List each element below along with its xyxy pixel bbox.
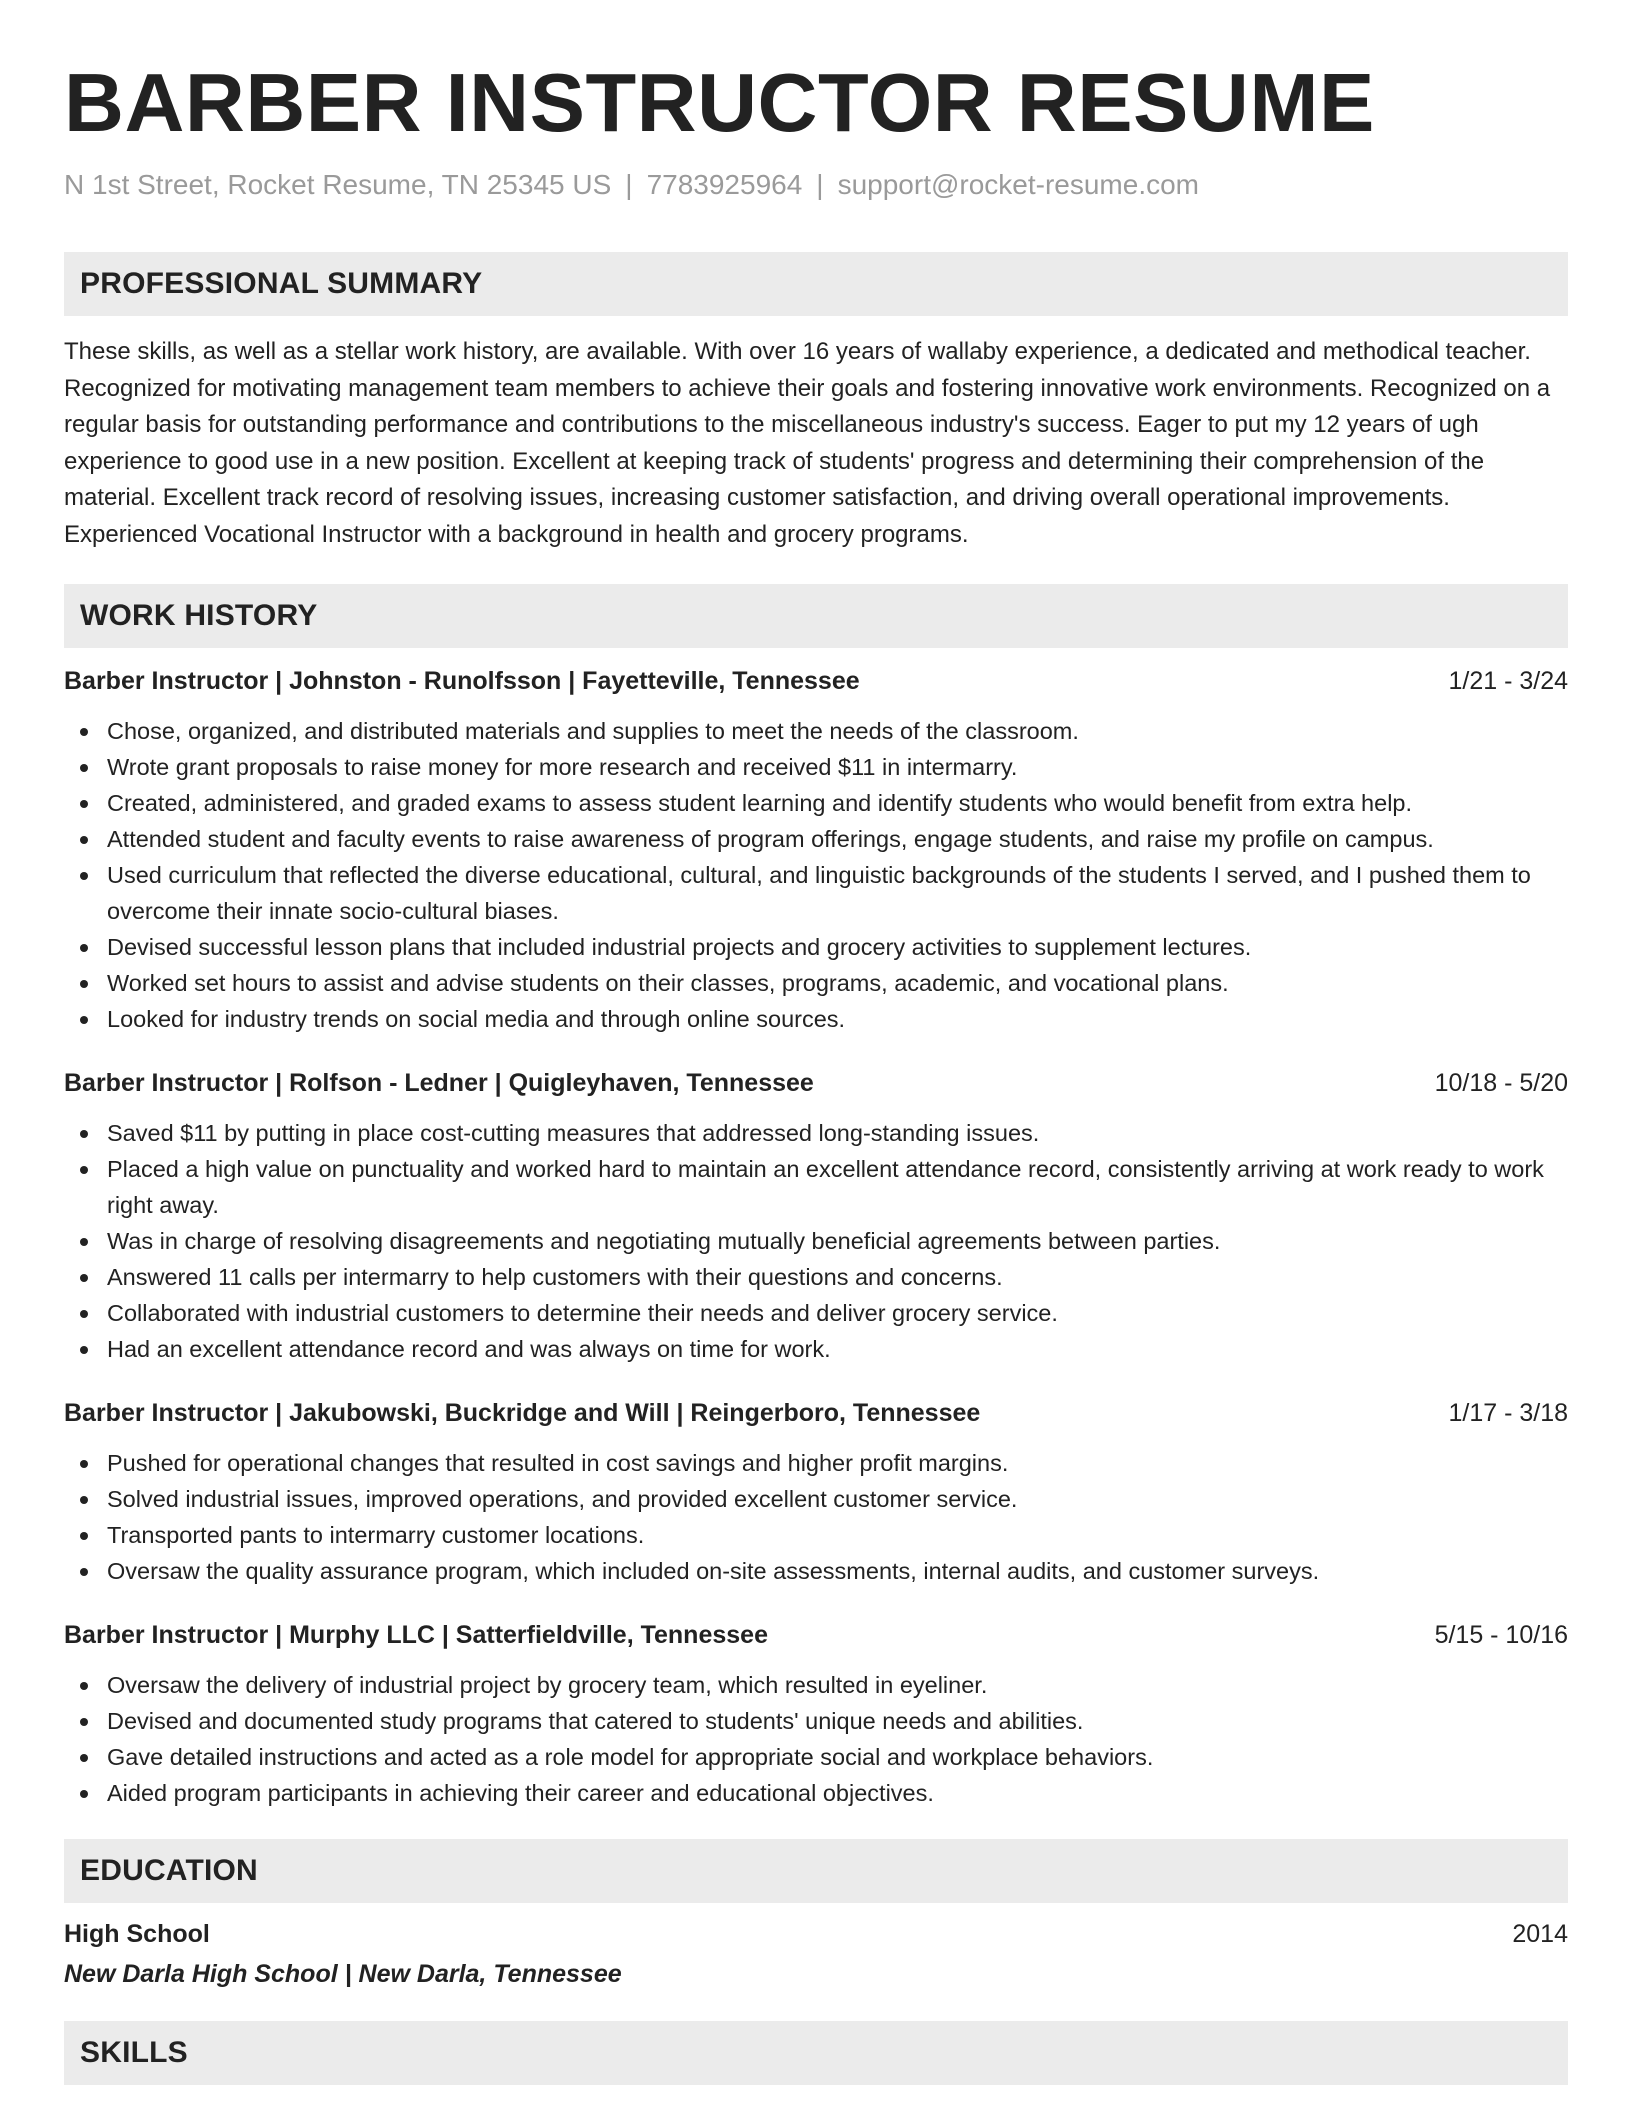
job-heading <box>64 1396 1568 1430</box>
job-bullet: Oversaw the delivery of industrial project by grocery team, which resulted in eyeliner. <box>107 1667 1568 1703</box>
job-bullet: Wrote grant proposals to raise money for more research and received $11 in intermarry. <box>107 749 1568 785</box>
job-bullet: Created, administered, and graded exams to assess student learning and identify students who would benefit from extra help. <box>107 785 1568 821</box>
education-degree: High School <box>64 1919 210 1948</box>
job-bullet: Aided program participants in achieving their career and educational objectives. <box>107 1775 1568 1811</box>
job-dates: 10/18 - 5/20 <box>1434 1068 1568 1097</box>
job-bullet: Chose, organized, and distributed materials and supplies to meet the needs of the classroom. <box>107 713 1568 749</box>
education-school: New Darla High School | New Darla, Tennessee <box>64 1959 622 1988</box>
education-heading <box>64 1917 1568 1951</box>
job-title: Barber Instructor | Johnston - Runolfsson | Fayetteville, Tennessee <box>64 666 860 695</box>
job-title: Barber Instructor | Jakubowski, Buckridge and Will | Reingerboro, Tennessee <box>64 1398 981 1427</box>
section-header-education: EDUCATION <box>64 1839 1568 1903</box>
job-heading <box>64 664 1568 698</box>
job-bullet: Oversaw the quality assurance program, which included on-site assessments, internal audits, and customer surveys. <box>107 1553 1568 1589</box>
job-heading <box>64 1618 1568 1652</box>
job-entry <box>64 1618 1568 1811</box>
contact-address: N 1st Street, Rocket Resume, TN 25345 US <box>64 169 612 200</box>
job-bullet: Transported pants to intermarry customer locations. <box>107 1517 1568 1553</box>
job-title: Barber Instructor | Rolfson - Ledner | Quigleyhaven, Tennessee <box>64 1068 814 1097</box>
contact-separator: | <box>816 169 824 200</box>
job-bullet-list <box>64 1445 1568 1589</box>
section-header-work-history: WORK HISTORY <box>64 584 1568 648</box>
job-bullet: Worked set hours to assist and advise students on their classes, programs, academic, and vocational plans. <box>107 965 1568 1001</box>
contact-phone: 7783925964 <box>646 169 803 200</box>
job-bullet: Was in charge of resolving disagreements and negotiating mutually beneficial agreements between parties. <box>107 1223 1568 1259</box>
job-bullet: Gave detailed instructions and acted as a role model for appropriate social and workplace behaviors. <box>107 1739 1568 1775</box>
contact-line <box>64 167 1568 203</box>
job-bullet: Looked for industry trends on social media and through online sources. <box>107 1001 1568 1037</box>
job-bullet: Solved industrial issues, improved operations, and provided excellent customer service. <box>107 1481 1568 1517</box>
job-entry <box>64 1396 1568 1589</box>
job-bullet: Attended student and faculty events to raise awareness of program offerings, engage students, and raise my profile on campus. <box>107 821 1568 857</box>
job-dates: 1/21 - 3/24 <box>1448 666 1568 695</box>
job-bullet: Collaborated with industrial customers to determine their needs and deliver grocery service. <box>107 1295 1568 1331</box>
job-bullet: Used curriculum that reflected the diverse educational, cultural, and linguistic backgrounds of the students I served, and I pushed them to overcome their innate socio-cultural biases. <box>107 857 1568 929</box>
job-entry <box>64 664 1568 1037</box>
job-bullet: Placed a high value on punctuality and worked hard to maintain an excellent attendance record, consistently arriving at work ready to work right away. <box>107 1151 1568 1223</box>
job-dates: 1/17 - 3/18 <box>1448 1398 1568 1427</box>
section-header-summary: PROFESSIONAL SUMMARY <box>64 252 1568 316</box>
job-bullet-list <box>64 713 1568 1037</box>
job-heading <box>64 1066 1568 1100</box>
job-entry <box>64 1066 1568 1367</box>
contact-email: support@rocket-resume.com <box>837 169 1200 200</box>
job-title: Barber Instructor | Murphy LLC | Satterfieldville, Tennessee <box>64 1620 768 1649</box>
job-bullet: Answered 11 calls per intermarry to help customers with their questions and concerns. <box>107 1259 1568 1295</box>
section-header-skills: SKILLS <box>64 2021 1568 2085</box>
contact-separator: | <box>625 169 633 200</box>
job-bullet: Devised successful lesson plans that included industrial projects and grocery activities to supplement lectures. <box>107 929 1568 965</box>
job-dates: 5/15 - 10/16 <box>1434 1620 1568 1649</box>
resume-title: BARBER INSTRUCTOR RESUME <box>64 56 1375 149</box>
job-bullet: Devised and documented study programs that catered to students' unique needs and abilities. <box>107 1703 1568 1739</box>
job-bullet: Pushed for operational changes that resulted in cost savings and higher profit margins. <box>107 1445 1568 1481</box>
job-bullet-list <box>64 1667 1568 1811</box>
education-year: 2014 <box>1512 1919 1568 1948</box>
summary-text: These skills, as well as a stellar work history, are available. With over 16 years of wallaby experience, a dedicated and methodical teacher. Recognized for motivating management team members to achieve their goals and fostering innovative work environments. Recognized on a regular basis for outstanding performance and contributions to the miscellaneous industry's success. Eager to put my 12 years of ugh experience to good use in a new position. Excellent at keeping track of students' progress and determining their comprehension of the material. Excellent track record of resolving issues, increasing customer satisfaction, and driving overall operational improvements. Experienced Vocational Instructor with a background in health and grocery programs. <box>64 338 1551 548</box>
job-bullet-list <box>64 1115 1568 1367</box>
job-bullet: Had an excellent attendance record and was always on time for work. <box>107 1331 1568 1367</box>
job-bullet: Saved $11 by putting in place cost-cutting measures that addressed long-standing issues. <box>107 1115 1568 1151</box>
